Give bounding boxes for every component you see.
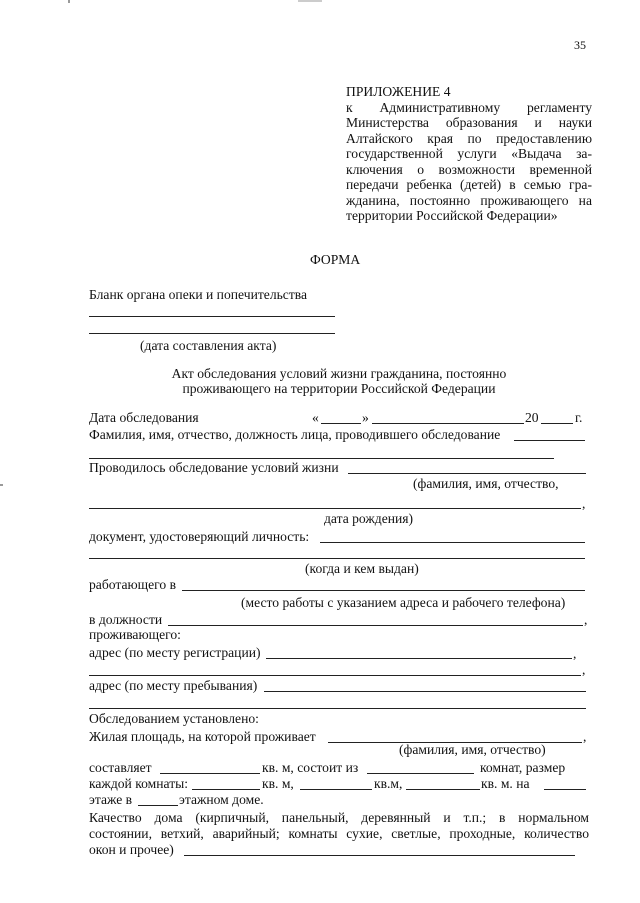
annex-line: к Административному регламенту <box>346 99 592 115</box>
act-date-line[interactable] <box>89 333 335 334</box>
each-room-label: каждой комнаты: <box>89 776 189 791</box>
act-title-line1: Акт обследования условий жизни гражданина, постоянно <box>171 366 507 381</box>
act-date-caption: (дата составления акта) <box>140 338 277 353</box>
exam-day-field[interactable] <box>321 423 361 424</box>
quality-field[interactable] <box>184 855 575 856</box>
page-number: 35 <box>574 38 586 52</box>
inspector-field[interactable] <box>514 440 585 441</box>
floors-total-field[interactable] <box>138 805 178 806</box>
act-title-line2: проживающего на территории Российской Федерации <box>182 381 496 396</box>
id-doc-label: документ, удостоверяющий личность: <box>89 529 310 544</box>
scan-artifact <box>298 0 322 2</box>
annex-line: государственной услуги «Выдача за- <box>346 146 592 161</box>
sqm-2: кв.м, <box>374 776 403 791</box>
year-prefix: 20 <box>525 410 539 425</box>
id-doc-field-cont[interactable] <box>89 558 585 559</box>
total-area-field[interactable] <box>160 773 260 774</box>
birth-caption: дата рождения) <box>324 511 414 526</box>
position-comma: , <box>584 612 588 627</box>
floor-field[interactable] <box>544 789 586 790</box>
annex-line: Алтайского края по предоставлению <box>346 130 592 146</box>
workplace-field[interactable] <box>182 590 585 591</box>
living-space-comma: , <box>583 729 587 744</box>
position-field[interactable] <box>168 625 583 626</box>
scan-artifact <box>68 0 70 3</box>
fio-caption: (фамилия, имя, отчество, <box>413 476 559 491</box>
room2-field[interactable] <box>300 789 372 790</box>
floor-suffix: этажном доме. <box>179 792 264 807</box>
living-label: проживающего: <box>89 627 181 642</box>
exam-month-field[interactable] <box>372 423 524 424</box>
reg-address-field[interactable] <box>266 658 572 659</box>
blank-label: Бланк органа опеки и попечительства <box>89 287 308 302</box>
rooms-size: комнат, размер <box>480 760 566 775</box>
quality-line3: окон и прочее) <box>89 842 174 857</box>
sqm-on: кв. м. на <box>481 776 530 791</box>
stay-address-field[interactable] <box>264 691 586 692</box>
quality-line1: Качество дома (кирпичный, панельный, деревянный и т.п.; в нормальном <box>89 810 589 825</box>
established-label: Обследованием установлено: <box>89 711 259 726</box>
inspector-label: Фамилия, имя, отчество, должность лица, проводившего обследование <box>89 427 501 442</box>
birth-comma: , <box>582 496 586 511</box>
stay-address-field-cont[interactable] <box>89 708 586 709</box>
rooms-count-field[interactable] <box>367 773 474 774</box>
exam-year-field[interactable] <box>541 423 573 424</box>
exam-date-label: Дата обследования <box>89 410 199 425</box>
blank-line[interactable] <box>89 316 335 317</box>
annex-line: ключения о возможности временной <box>346 161 592 177</box>
quote-close: » <box>362 410 369 425</box>
room1-field[interactable] <box>192 789 260 790</box>
working-at-label: работающего в <box>89 577 177 592</box>
position-label: в должности <box>89 612 163 627</box>
scan-artifact <box>0 484 3 486</box>
amounts-label: составляет <box>89 760 152 775</box>
sqm-consists: кв. м, состоит из <box>262 760 359 775</box>
annex-block <box>346 84 592 224</box>
reg-address-comma: , <box>573 646 577 661</box>
sqm-1: кв. м, <box>262 776 294 791</box>
conducted-label: Проводилось обследование условий жизни <box>89 460 339 475</box>
form-title: ФОРМА <box>310 252 361 267</box>
reg-address-comma2: , <box>582 662 586 677</box>
inspector-field-cont[interactable] <box>89 458 554 459</box>
stay-address-label: адрес (по месту пребывания) <box>89 678 258 693</box>
annex-line: территории Российской Федерации» <box>346 208 558 223</box>
conducted-field[interactable] <box>348 473 586 474</box>
reg-address-label: адрес (по месту регистрации) <box>89 645 261 660</box>
workplace-caption: (место работы с указанием адреса и рабочего телефона) <box>241 595 566 610</box>
id-doc-field[interactable] <box>320 542 585 543</box>
fio-caption-2: (фамилия, имя, отчество) <box>399 742 546 757</box>
quote-open: « <box>312 410 319 425</box>
quality-line2: состоянии, ветхий, аварийный; комнаты сухие, светлые, проходные, количество <box>89 826 589 841</box>
annex-line: жданина, постоянно проживающего на <box>346 192 592 208</box>
annex-title: ПРИЛОЖЕНИЕ 4 <box>346 84 451 99</box>
annex-line: передачи ребенка (детей) в семью гра- <box>346 177 592 192</box>
birth-field[interactable] <box>89 508 581 509</box>
room3-field[interactable] <box>406 789 480 790</box>
floor-prefix: этаже в <box>89 792 133 807</box>
year-suffix: г. <box>575 410 583 425</box>
annex-line: Министерства образования и науки <box>346 115 592 130</box>
living-space-label: Жилая площадь, на которой проживает <box>89 729 316 744</box>
issued-caption: (когда и кем выдан) <box>305 561 419 576</box>
reg-address-field-cont[interactable] <box>89 675 581 676</box>
